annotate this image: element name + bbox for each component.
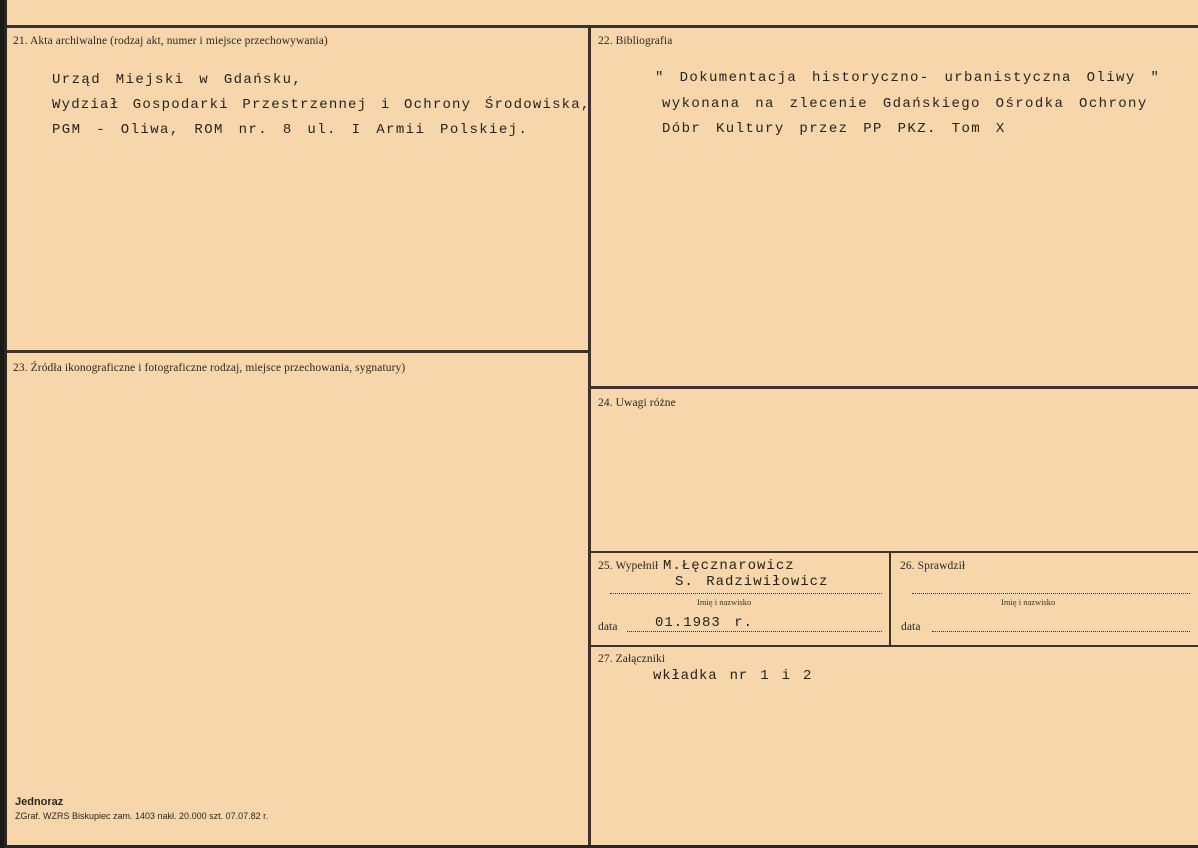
section-26-date-line xyxy=(932,631,1190,632)
section-26-header: 26. Sprawdził xyxy=(900,560,966,572)
section-25-date-value: 01.1983 r. xyxy=(655,615,754,631)
section-23-header: 23. Źródła ikonograficzne i fotograficzne rodzaj, miejsce przechowania, sygnatury) xyxy=(13,362,406,374)
section-25-header: 25. Wypełnił xyxy=(598,560,659,572)
section-25-name-2: S. Radziwiłowicz xyxy=(675,574,829,590)
footer-title: Jednoraz xyxy=(15,796,64,808)
section-26-name-caption: Imię i nazwisko xyxy=(1001,597,1056,607)
top-rule xyxy=(7,25,1198,28)
left-horizontal-rule xyxy=(7,350,590,353)
right-rule-22-24 xyxy=(590,386,1198,389)
section-22-line-3: Dóbr Kultury przez PP PKZ. Tom X xyxy=(662,121,1006,137)
section-21-line-2: Wydział Gospodarki Przestrzennej i Ochrony Środowiska, xyxy=(52,97,591,113)
section-27-value: wkładka nr 1 i 2 xyxy=(653,668,813,684)
section-25-name-1: M.Łęcznarowicz xyxy=(663,558,795,574)
section-25-date-line xyxy=(627,631,882,632)
footer-imprint: ZGraf. WZRS Biskupiec zam. 1403 nakł. 20.000 szt. 07.07.82 r. xyxy=(15,811,269,821)
section-25-name-line xyxy=(610,593,882,594)
section-25-date-label: data xyxy=(598,621,618,633)
section-24-header: 24. Uwagi różne xyxy=(598,397,676,409)
section-25-name-caption: Imię i nazwisko xyxy=(697,597,752,607)
section-22-header: 22. Bibliografia xyxy=(598,35,673,47)
record-card xyxy=(4,0,1198,848)
right-rule-24-25 xyxy=(590,551,1198,553)
section-22-line-1: " Dokumentacja historyczno- urbanistyczna Oliwy " xyxy=(655,70,1161,86)
section-26-name-line xyxy=(912,593,1190,594)
section-21-line-1: Urząd Miejski w Gdańsku, xyxy=(52,72,303,88)
section-27-header: 27. Załączniki xyxy=(598,653,666,665)
rule-25-26-divider xyxy=(889,552,891,646)
section-21-header: 21. Akta archiwalne (rodzaj akt, numer i miejsce przechowywania) xyxy=(13,35,328,47)
section-21-line-3: PGM - Oliwa, ROM nr. 8 ul. I Armii Polskiej. xyxy=(52,122,529,138)
right-rule-25-27 xyxy=(590,645,1198,647)
section-22-line-2: wykonana na zlecenie Gdańskiego Ośrodka Ochrony xyxy=(662,96,1148,112)
section-26-date-label: data xyxy=(901,621,921,633)
center-vertical-rule xyxy=(588,27,591,845)
